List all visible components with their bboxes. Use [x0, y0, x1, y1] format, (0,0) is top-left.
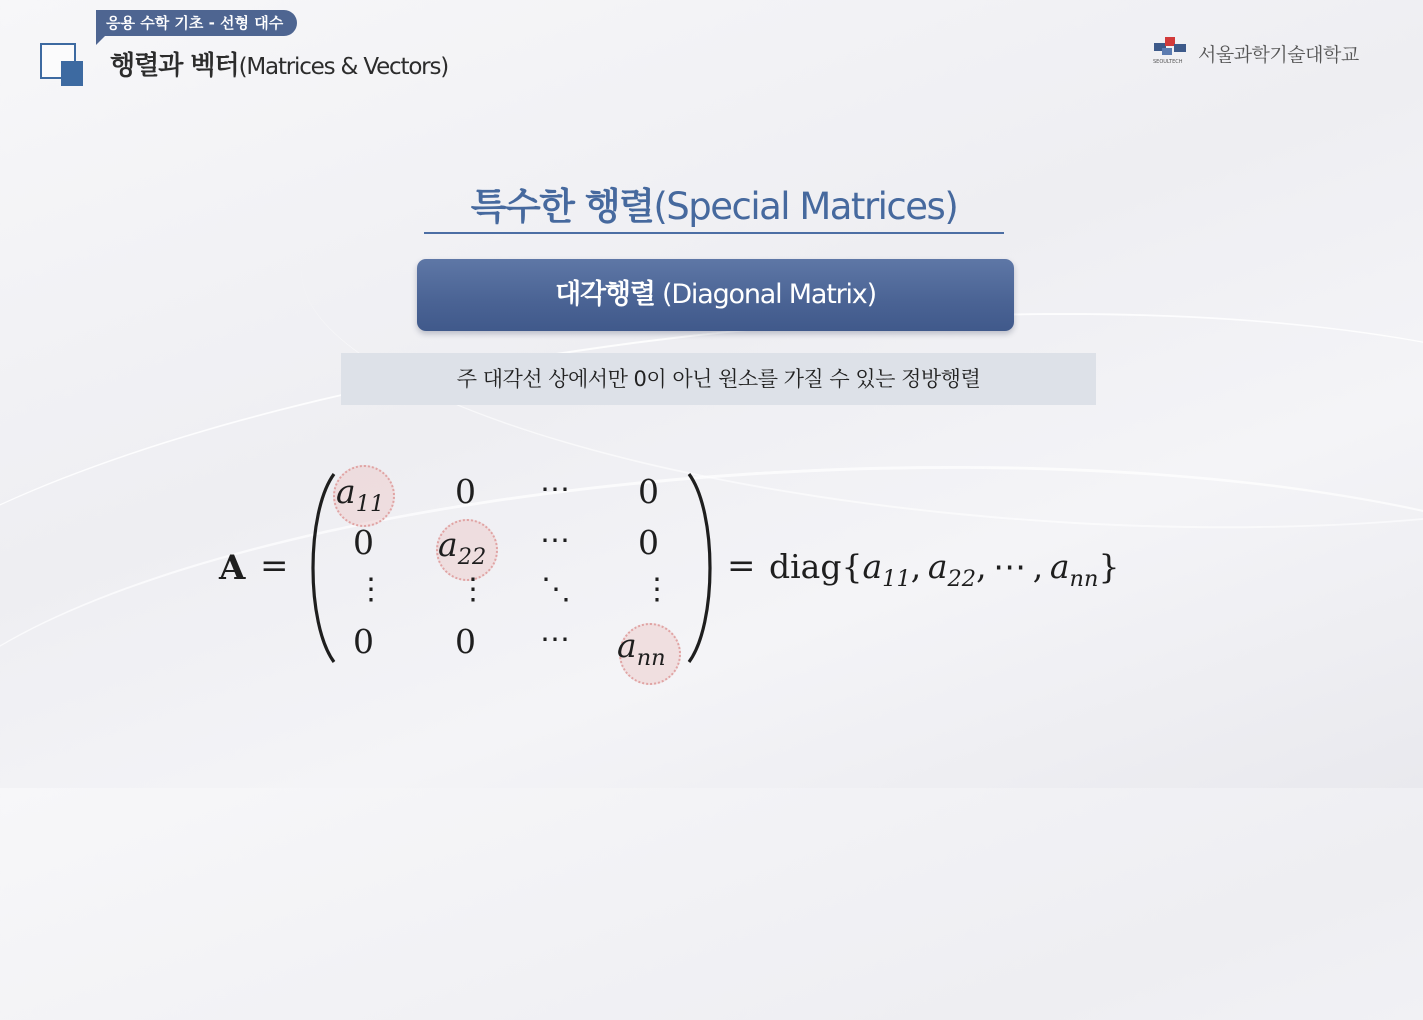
- entry-zero: 0: [353, 622, 374, 661]
- entry-vdots: ⋮: [356, 572, 386, 607]
- entry-zero: 0: [638, 472, 659, 511]
- entry-vdots: ⋮: [458, 572, 488, 607]
- entry-zero: 0: [638, 523, 659, 562]
- lecture-title-ko: 행렬과 벡터: [110, 51, 239, 81]
- slide-heading-en: (Special Matrices): [653, 185, 958, 228]
- entry-a11: $a_{11}$: [336, 472, 385, 517]
- matrix-name-A: A: [219, 548, 246, 588]
- entry-a22: $a_{22}$: [438, 525, 487, 570]
- course-label: 응용 수학 기초 - 선형 대수: [106, 14, 284, 32]
- equals-sign: =: [260, 546, 289, 586]
- entry-hdots: ⋯: [540, 523, 570, 558]
- entry-hdots: ⋯: [540, 622, 570, 657]
- entry-vdots: ⋮: [642, 572, 672, 607]
- entry-hdots: ⋯: [540, 472, 570, 507]
- equals-sign: =: [727, 546, 756, 586]
- left-parenthesis: [300, 472, 340, 664]
- right-parenthesis: [683, 472, 723, 664]
- entry-zero: 0: [353, 523, 374, 562]
- diag-expression: $diag\{a_{11}$, $a_{22}$, ⋯ , $a_{nn}$}: [769, 547, 1120, 592]
- university-mark-text: SEOULTECH: [1153, 59, 1183, 65]
- slide-heading-ko: 특수한 행렬: [470, 185, 654, 228]
- entry-zero: 0: [455, 622, 476, 661]
- entry-ddots: ⋱: [541, 572, 571, 607]
- section-title-ko: 대각행렬: [555, 279, 655, 310]
- entry-ann: $a_{nn}$: [617, 626, 666, 671]
- lecture-title-en: (Matrices & Vectors): [238, 54, 448, 80]
- section-title-en: (Diagonal Matrix): [654, 279, 876, 310]
- definition-text: 주 대각선 상에서만 0이 아닌 원소를 가질 수 있는 정방행렬: [456, 367, 981, 391]
- university-name: 서울과학기술대학교: [1198, 44, 1359, 66]
- entry-zero: 0: [455, 472, 476, 511]
